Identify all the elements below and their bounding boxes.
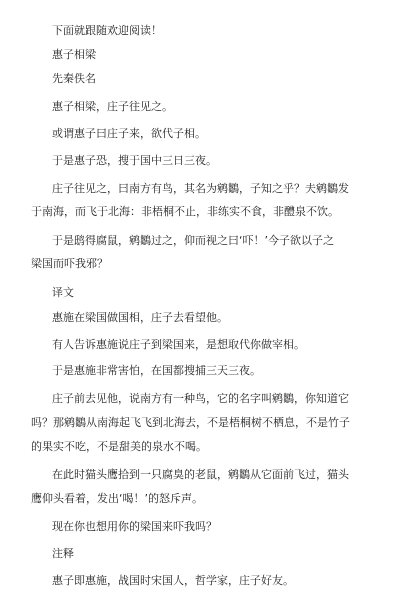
intro-line: 下面就跟随欢迎阅读！	[52, 24, 162, 37]
text-line: 惠施在梁国做国相，庄子去看望他。	[52, 311, 228, 324]
text-line: 庄子往见之，曰南方有鸟，其名为鹓鶵，子知之乎？夫鹓鶵发	[52, 182, 349, 195]
text-line: 有人告诉惠施说庄子到梁国来，是想取代你做宰相。	[52, 338, 305, 351]
text-line: 吗？那鹓鶵从南海起飞飞到北海去，不是梧桐树不栖息，不是竹子	[31, 416, 350, 429]
text-line: 惠子相梁，庄子往见之。	[52, 100, 173, 113]
text-line: 在此时猫头鹰拾到一只腐臭的老鼠，鹓鶵从它面前飞过，猫头	[52, 468, 349, 481]
author: 先秦佚名	[52, 72, 96, 85]
text-line: 惠子即惠施，战国时宋国人，哲学家，庄子好友。	[52, 574, 294, 587]
text-line: 于是鸱得腐鼠，鹓鶵过之，仰而视之曰‘吓！’今子欲以子之	[52, 234, 334, 247]
text-line: 的果实不吃，不是甜美的泉水不喝。	[31, 440, 207, 453]
text-line: 于是惠施非常害怕，在国都搜捕三天三夜。	[52, 364, 261, 377]
text-line: 或谓惠子曰庄子来，欲代子相。	[52, 127, 206, 140]
text-line: 于南海，而飞于北海：非梧桐不止，非练实不食，非醴泉不饮。	[31, 205, 339, 218]
text-line: 鹰仰头看着，发出‘喝！’的怒斥声。	[31, 492, 203, 505]
text-line: 梁国而吓我邪？	[31, 257, 108, 270]
text-line: 于是惠子恐，搜于国中三日三夜。	[52, 154, 217, 167]
section-heading-notes: 注释	[52, 547, 74, 560]
text-line: 庄子前去见他，说南方有一种鸟，它的名字叫鹓鶵，你知道它	[52, 392, 349, 405]
text-line: 现在你也想用你的梁国来吓我吗？	[52, 520, 217, 533]
section-heading-translation: 译文	[52, 286, 74, 299]
title: 惠子相梁	[52, 48, 96, 61]
